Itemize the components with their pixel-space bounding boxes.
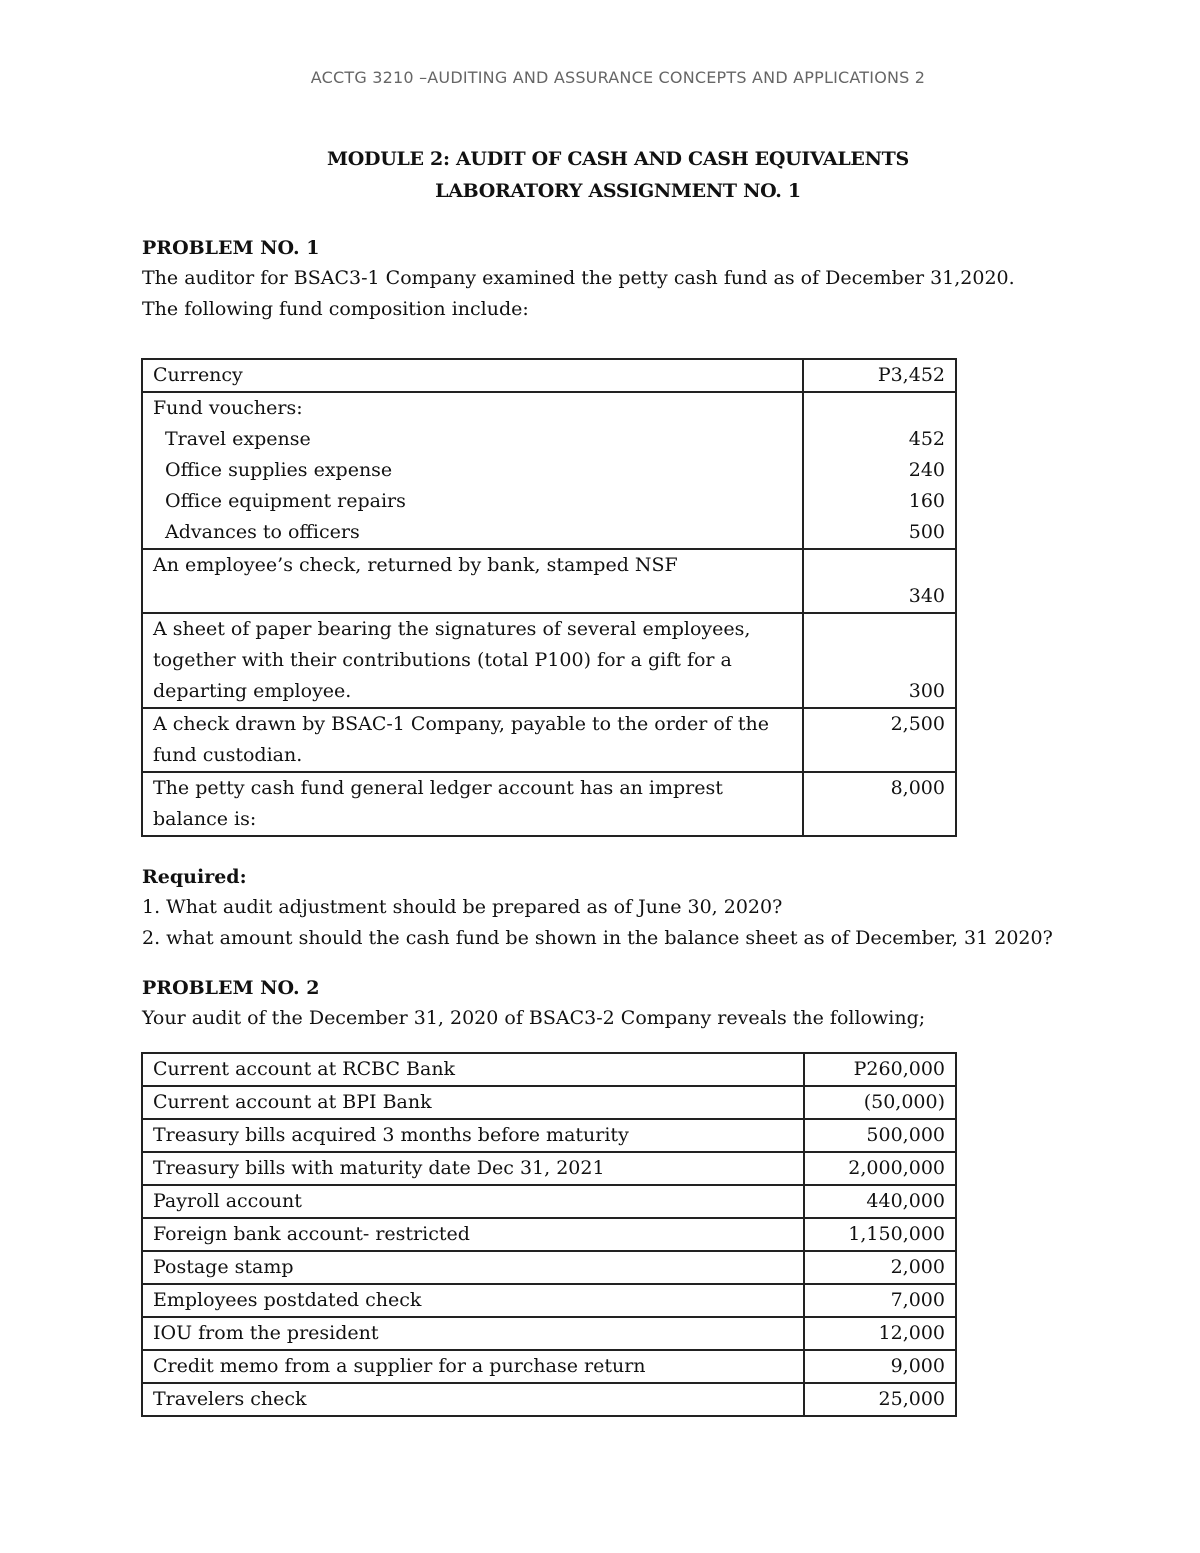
problem-2-heading: PROBLEM NO. 2 — [142, 977, 320, 999]
item-amount: (50,000) — [804, 1086, 956, 1119]
question-2: 2. what amount should the cash fund be shown in the balance sheet as of December, 31 2020? — [142, 927, 1053, 949]
table-row — [142, 1218, 956, 1251]
item-amount: 500,000 — [804, 1119, 956, 1152]
sheet-amount: 300 — [908, 680, 945, 702]
table-row — [142, 1350, 956, 1383]
item-amount: 9,000 — [804, 1350, 956, 1383]
voucher-amount: 452 — [908, 428, 945, 450]
sheet-cell — [142, 613, 803, 708]
problem-1-intro-line-2: The following fund composition include: — [142, 298, 529, 320]
check-cell — [142, 708, 803, 772]
module-title: MODULE 2: AUDIT OF CASH AND CASH EQUIVALENTS — [327, 148, 909, 170]
cash-items-table — [141, 1052, 957, 1417]
voucher-amount: 160 — [908, 490, 945, 512]
ledger-line-1: The petty cash fund general ledger account has an imprest — [153, 777, 723, 799]
vouchers-amounts-cell — [803, 392, 956, 549]
ledger-amount: 8,000 — [803, 772, 956, 836]
item-label: Foreign bank account- restricted — [142, 1218, 804, 1251]
item-amount: 2,000,000 — [804, 1152, 956, 1185]
problem-1-heading: PROBLEM NO. 1 — [142, 237, 320, 259]
table-row — [142, 613, 956, 708]
problem-1-intro-line-1: The auditor for BSAC3-1 Company examined the petty cash fund as of December 31,2020. — [142, 267, 1015, 289]
sheet-line-3: departing employee. — [153, 680, 352, 702]
nsf-amount: 340 — [908, 585, 945, 607]
table-row — [142, 1152, 956, 1185]
document-title — [0, 143, 1200, 207]
required-section — [142, 862, 1102, 954]
problem-2-intro-text: Your audit of the December 31, 2020 of BSAC3-2 Company reveals the following; — [142, 1007, 926, 1029]
nsf-cell — [142, 549, 803, 613]
table-row — [142, 359, 956, 392]
item-amount: 440,000 — [804, 1185, 956, 1218]
item-label: Travelers check — [142, 1383, 804, 1416]
item-label: Current account at BPI Bank — [142, 1086, 804, 1119]
sheet-line-1: A sheet of paper bearing the signatures of several employees, — [153, 618, 751, 640]
item-amount: 12,000 — [804, 1317, 956, 1350]
voucher-amount: 240 — [908, 459, 945, 481]
item-label: Payroll account — [142, 1185, 804, 1218]
voucher-label: Advances to officers — [165, 521, 360, 543]
table-row — [142, 708, 956, 772]
vouchers-label: Fund vouchers: — [153, 397, 303, 419]
voucher-label: Travel expense — [165, 428, 311, 450]
voucher-label: Office equipment repairs — [165, 490, 406, 512]
page-header: ACCTG 3210 –AUDITING AND ASSURANCE CONCEPTS AND APPLICATIONS 2 — [310, 68, 926, 87]
voucher-amount: 500 — [908, 521, 945, 543]
item-amount: 2,000 — [804, 1251, 956, 1284]
table-row — [142, 1185, 956, 1218]
ledger-cell — [142, 772, 803, 836]
table-row — [142, 772, 956, 836]
problem-1-intro — [142, 233, 1102, 325]
nsf-amount-cell — [803, 549, 956, 613]
table-row — [142, 1284, 956, 1317]
problem-2-intro — [142, 973, 1102, 1034]
item-label: Credit memo from a supplier for a purchase return — [142, 1350, 804, 1383]
table-row — [142, 1251, 956, 1284]
assignment-title: LABORATORY ASSIGNMENT NO. 1 — [435, 180, 801, 202]
ledger-line-2: balance is: — [153, 808, 257, 830]
table-row — [142, 549, 956, 613]
item-amount: 25,000 — [804, 1383, 956, 1416]
question-1: 1. What audit adjustment should be prepared as of June 30, 2020? — [142, 896, 783, 918]
table-row — [142, 392, 956, 549]
item-amount: 7,000 — [804, 1284, 956, 1317]
petty-cash-table — [141, 358, 957, 837]
nsf-label: An employee’s check, returned by bank, stamped NSF — [153, 554, 678, 576]
item-label: Postage stamp — [142, 1251, 804, 1284]
check-amount: 2,500 — [803, 708, 956, 772]
item-label: Current account at RCBC Bank — [142, 1053, 804, 1086]
check-line-1: A check drawn by BSAC-1 Company, payable to the order of the — [153, 713, 769, 735]
table-row — [142, 1086, 956, 1119]
sheet-line-2: together with their contributions (total P100) for a gift for a — [153, 649, 732, 671]
sheet-amount-cell — [803, 613, 956, 708]
item-amount: P260,000 — [804, 1053, 956, 1086]
item-label: Employees postdated check — [142, 1284, 804, 1317]
item-label: Treasury bills acquired 3 months before maturity — [142, 1119, 804, 1152]
table-row — [142, 1317, 956, 1350]
voucher-label: Office supplies expense — [165, 459, 393, 481]
currency-label: Currency — [142, 359, 803, 392]
check-line-2: fund custodian. — [153, 744, 303, 766]
vouchers-cell — [142, 392, 803, 549]
table-row — [142, 1053, 956, 1086]
table-row — [142, 1119, 956, 1152]
item-label: Treasury bills with maturity date Dec 31, 2021 — [142, 1152, 804, 1185]
table-row — [142, 1383, 956, 1416]
currency-amount: P3,452 — [803, 359, 956, 392]
required-heading: Required: — [142, 866, 247, 888]
item-amount: 1,150,000 — [804, 1218, 956, 1251]
item-label: IOU from the president — [142, 1317, 804, 1350]
